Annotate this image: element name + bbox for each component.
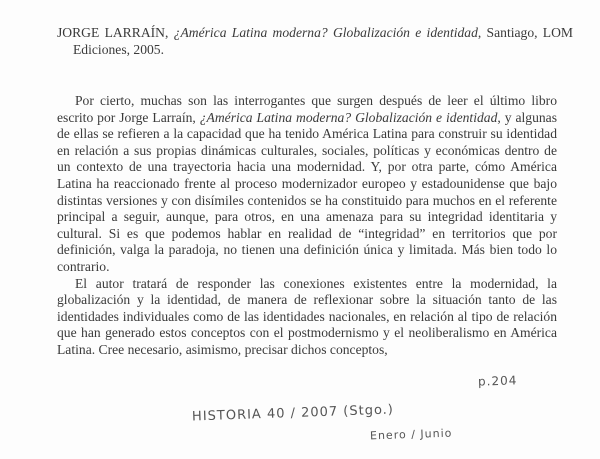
paragraph-1-text-b: , y algunas de ellas se refieren a la capacidad que ha tenido América Latina para construir su identidad en relación a sus propias dinámicas culturales, sociales, políticas y económicas dentro de un contexto de una trayectoria hacia una modernidad. Y, por otra parte, cómo América Latina ha reaccionado frente al proceso modernizador europeo y estadounidense que bajo distintas versiones y con disímiles contenidos se ha constituido para muchos en el referente principal a seguir, aunque, para otros, en una amenaza para su integridad identitaria y cultural. Si es que podemos hablar en realidad de “integridad” en territorios que por definición, valga la paradoja, no tienen una definición única y limitada. Más bien todo lo contrario. — [57, 109, 557, 274]
paragraph-1-book-title: ¿América Latina moderna? Globalización e identidad — [199, 109, 498, 125]
reference-author: JORGE LARRAÍN — [57, 25, 165, 40]
handwritten-date: Enero / Junio — [369, 426, 453, 443]
handwritten-source: HISTORIA 40 / 2007 (Stgo.) — [191, 402, 395, 425]
paragraph-1-text-a: Por cierto, muchas son las interrogantes que surgen después de leer el último libro escrito por Jorge Larraín, — [57, 93, 557, 125]
reference-publication: , Santiago, LOM Ediciones, 2005. — [73, 25, 574, 57]
reference-title: ¿América Latina moderna? Globalización e identidad — [173, 25, 478, 40]
paragraph-2: El autor tratará de responder las conexiones existentes entre la modernidad, la globalización y la identidad, de manera de reflexionar sobre la situación tanto de las identidades individuales como de las identidades nacionales, en relación al tipo de relación que han generado estos conceptos con el postmodernismo y el neoliberalismo en América Latina. Cree necesario, asimismo, precisar dichos conceptos, — [57, 275, 557, 357]
paragraph-1 — [57, 93, 557, 276]
handwritten-page-number: p.204 — [477, 373, 518, 389]
review-body — [57, 93, 557, 359]
book-reference: JORGE LARRAÍN, ¿América Latina moderna? Globalización e identidad, Santiago, LOM Ediciones, 2005. — [57, 25, 574, 57]
